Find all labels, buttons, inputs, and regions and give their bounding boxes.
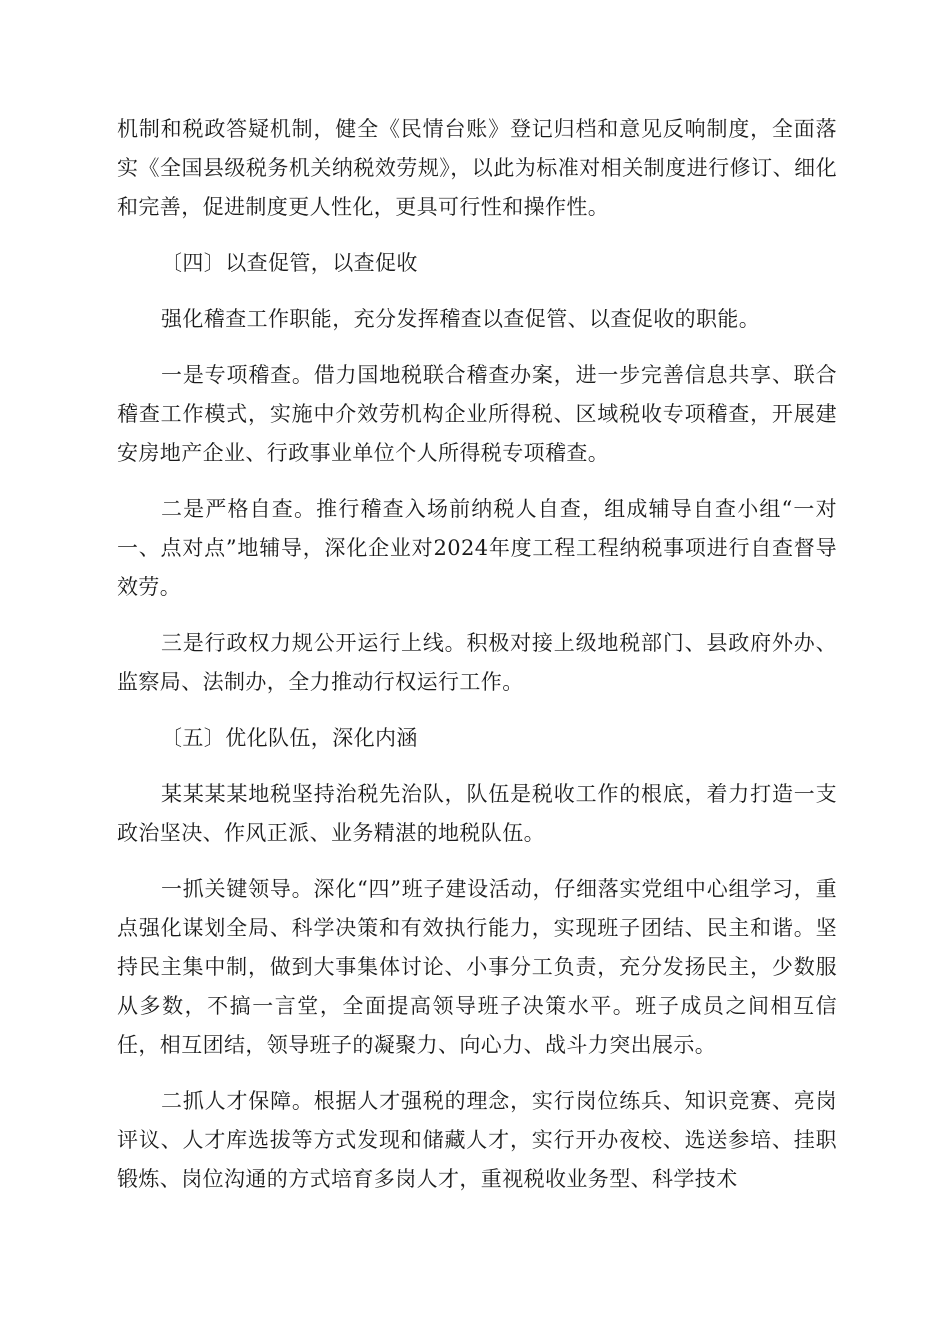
paragraph-special-inspection: 一是专项稽查。借力国地税联合稽查办案，进一步完善信息共享、联合稽查工作模式，实施中介效劳机构企业所得税、区域税收专项稽查，开展建安房地产企业、行政事业单位个人所得税专项稽查。 xyxy=(117,363,837,465)
paragraph-team-intro: 某某某某地税坚持治税先治队，队伍是税收工作的根底，着力打造一支政治坚决、作风正派、业务精湛的地税队伍。 xyxy=(117,782,837,845)
paragraph-self-inspection: 二是严格自查。推行稽查入场前纳税人自查，组成辅导自查小组“一对一、点对点”地辅导，深化企业对2024年度工程工程纳税事项进行自查督导效劳。 xyxy=(117,497,837,599)
paragraph-continuation: 机制和税政答疑机制，健全《民情台账》登记归档和意见反响制度，全面落实《全国县级税务机关纳税效劳规》，以此为标准对相关制度进行修订、细化和完善，促进制度更人性化，更具可行性和操作性。 xyxy=(117,117,837,219)
paragraph-leadership: 一抓关键领导。深化“四”班子建设活动，仔细落实党组中心组学习，重点强化谋划全局、科学决策和有效执行能力，实现班子团结、民主和谐。坚持民主集中制，做到大事集体讨论、小事分工负责，充分发扬民主，少数服从多数，不搞一言堂，全面提高领导班子决策水平。班子成员之间相互信任，相互团结，领导班子的凝聚力、向心力、战斗力突出展示。 xyxy=(117,877,837,1057)
paragraph-inspection-intro: 强化稽查工作职能，充分发挥稽查以查促管、以查促收的职能。 xyxy=(161,307,761,331)
paragraph-talent: 二抓人才保障。根据人才强税的理念，实行岗位练兵、知识竞赛、亮岗评议、人才库选拔等方式发现和储藏人才，实行开办夜校、选送参培、挂职锻炼、岗位沟通的方式培育多岗人才，重视税收业务型、科学技术 xyxy=(117,1089,837,1191)
section-heading-four: 〔四〕以查促管，以查促收 xyxy=(161,251,418,275)
section-heading-five: 〔五〕优化队伍，深化内涵 xyxy=(161,726,418,750)
document-body xyxy=(117,110,837,1216)
paragraph-administrative-power: 三是行政权力规公开运行上线。积极对接上级地税部门、县政府外办、监察局、法制办，全力推动行权运行工作。 xyxy=(117,631,837,694)
